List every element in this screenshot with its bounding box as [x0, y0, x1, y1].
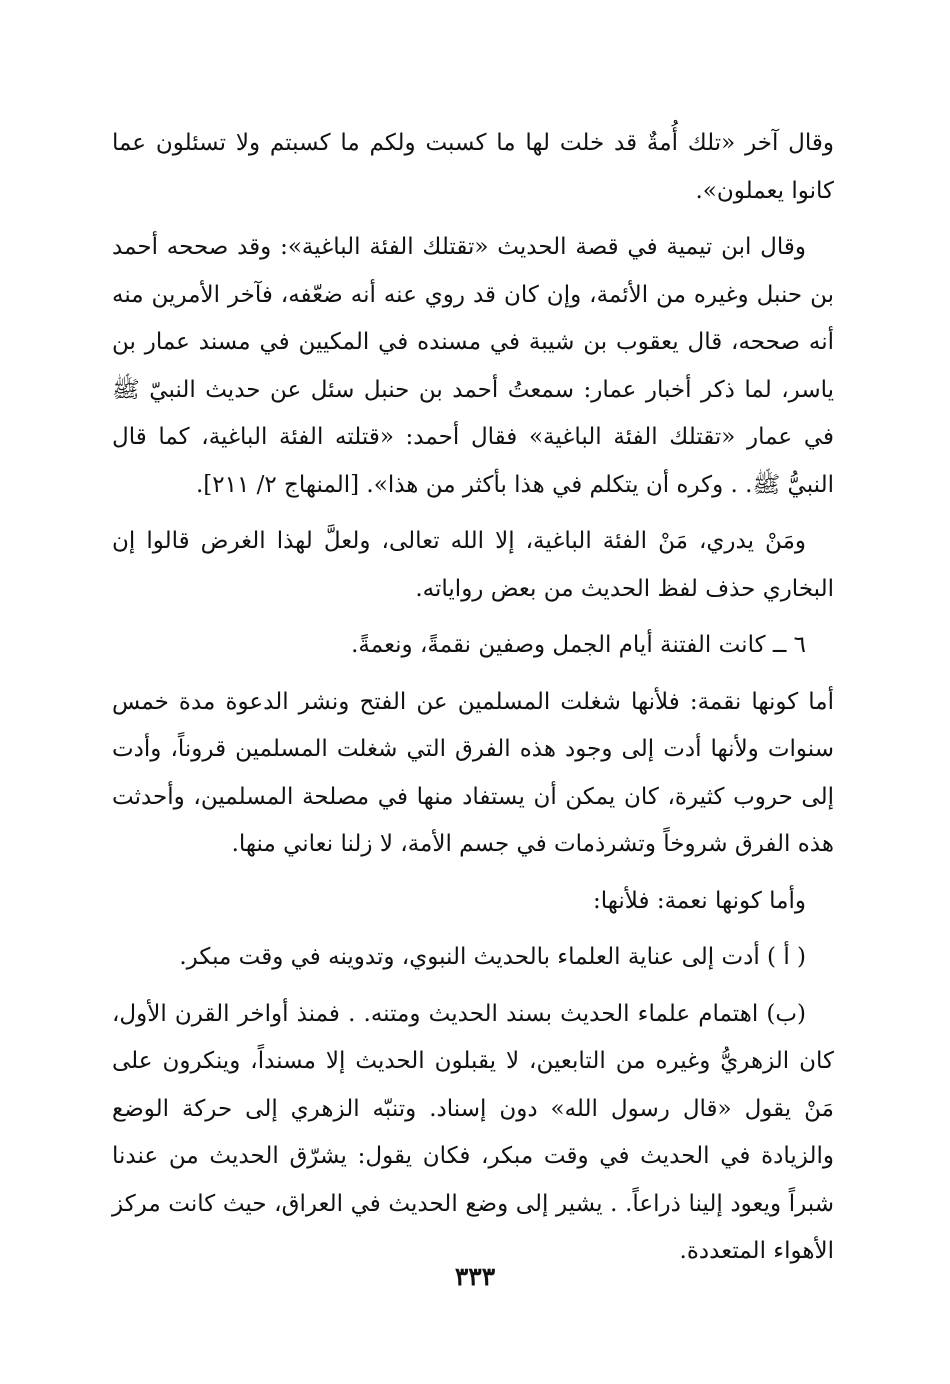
paragraph-bukhari: ومَنْ يدري، مَنْ الفئة الباغية، إلا الله تعالى، ولعلَّ لهذا الغرض قالوا إن البخاري حذف لفظ الحديث من بعض رواياته.: [112, 528, 834, 602]
paragraph-quran-quote: وقال آخر «تلك أُمةٌ قد خلت لها ما كسبت ولكم ما كسبتم ولا تسئلون عما كانوا يعملون».: [112, 130, 834, 204]
page-number: ٣٣٣: [454, 1262, 496, 1291]
page-body-text: [112, 120, 834, 1285]
paragraph-point-a: ( أ ) أدت إلى عناية العلماء بالحديث النبوي، وتدوينه في وقت مبكر.: [179, 944, 806, 970]
paragraph-blessing-intro: وأما كونها نعمة: فلأنها:: [593, 887, 806, 914]
paragraph-point-b: (ب) اهتمام علماء الحديث بسند الحديث ومتنه. . فمنذ أواخر القرن الأول، كان الزهريُّ وغيره من التابعين، لا يقبلون الحديث إلا مسنداً، وينكرون على مَنْ يقول «قال رسول الله» دون إسناد. وتنبّه الزهري إلى حركة الوضع والزيادة في الحديث في وقت مبكر، فكان يقول: يشرّق الحديث من عندنا شبراً ويعود إلينا ذراعاً. . يشير إلى وضع الحديث في العراق، حيث كانت مركز الأهواء المتعددة.: [112, 1000, 834, 1264]
paragraph-ibn-taymiyya: وقال ابن تيمية في قصة الحديث «تقتلك الفئة الباغية»: وقد صححه أحمد بن حنبل وغيره من الأئمة، وإن كان قد روي عنه أنه ضعّفه، فآخر الأمرين منه أنه صححه، قال يعقوب بن شيبة في مسنده في المكيين في مسند عمار بن ياسر، لما ذكر أخبار عمار: سمعتُ أحمد بن حنبل سئل عن حديث النبيّ ﷺ في عمار «تقتلك الفئة الباغية» فقال أحمد: «قتلته الفئة الباغية، كما قال النبيُّ ﷺ. . وكره أن يتكلم في هذا بأكثر من هذا». [المنهاج ٢/ ٢١١].: [112, 234, 834, 498]
paragraph-point-six-heading: ٦ ــ كانت الفتنة أيام الجمل وصفين نقمةً، ونعمةً.: [351, 632, 806, 658]
paragraph-affliction: أما كونها نقمة: فلأنها شغلت المسلمين عن الفتح ونشر الدعوة مدة خمس سنوات ولأنها أدت إلى وجود هذه الفرق التي شغلت المسلمين قروناً، وأدت إلى حروب كثيرة، كان يمكن أن يستفاد منها في مصلحة المسلمين، وأحدثت هذه الفرق شروخاً وتشرذمات في جسم الأمة، لا زلنا نعاني منها.: [112, 688, 834, 857]
